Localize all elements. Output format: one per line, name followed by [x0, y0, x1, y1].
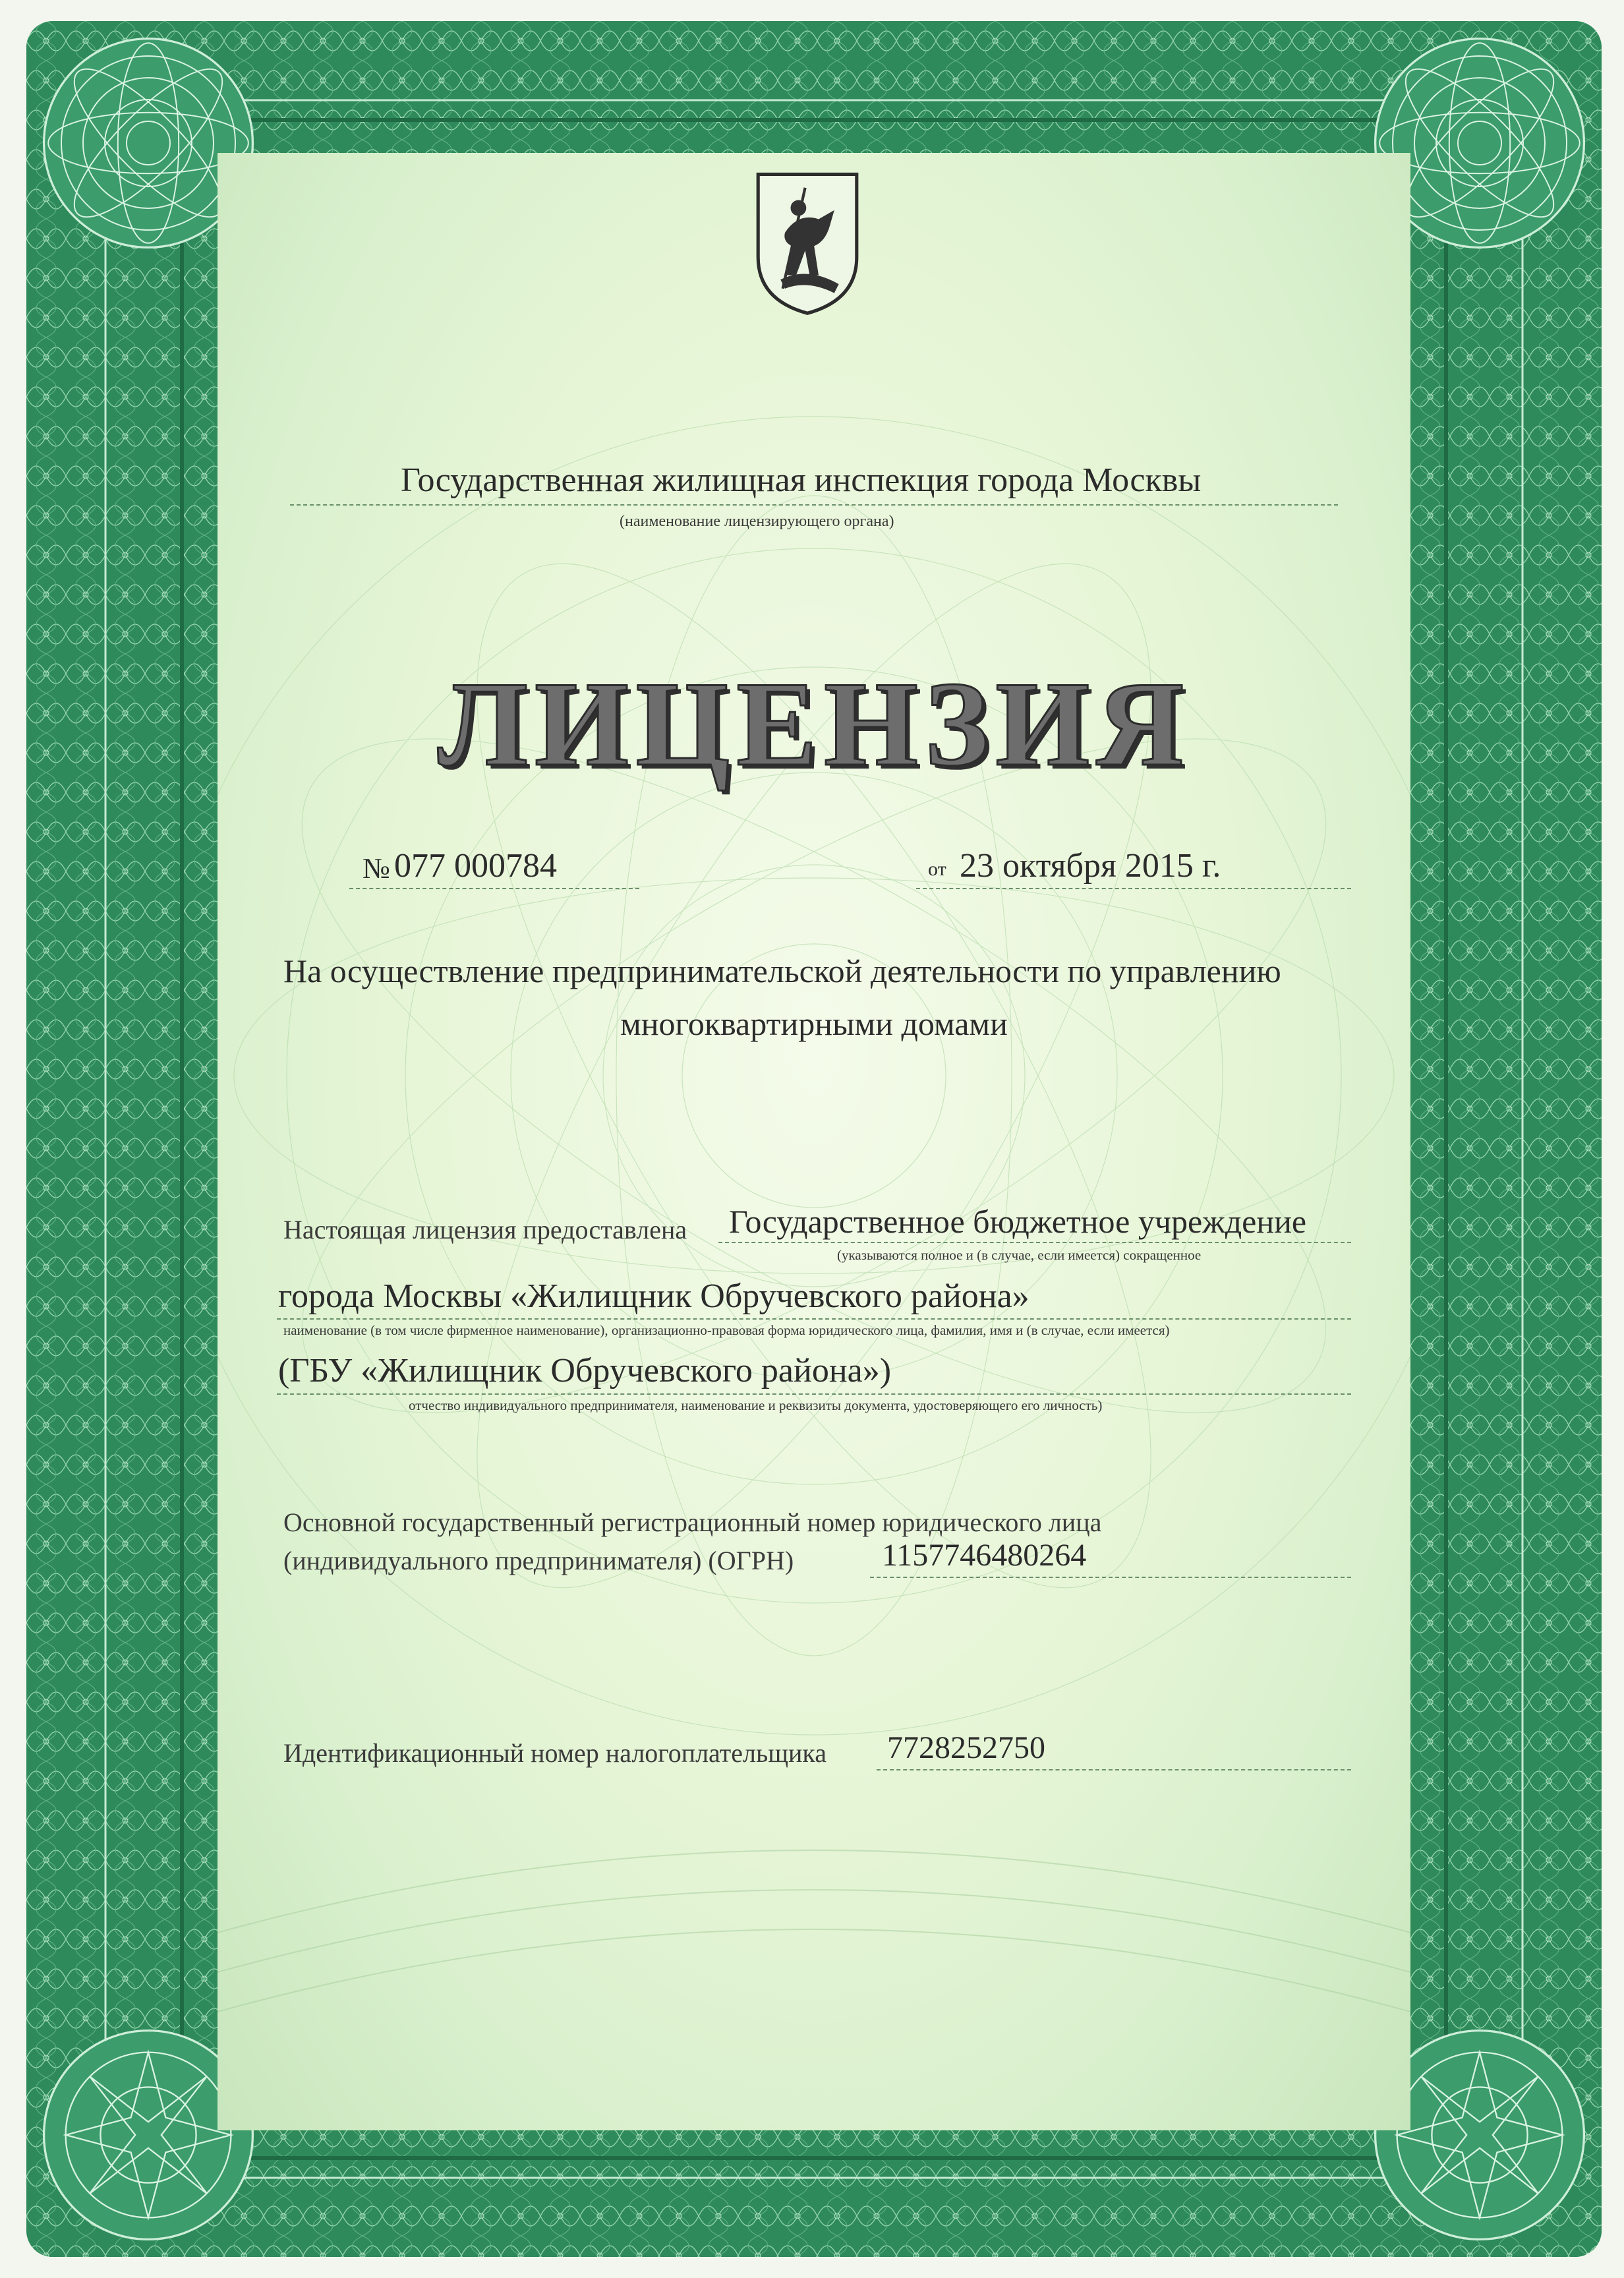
moscow-coat-of-arms-icon — [751, 167, 863, 319]
licensee-value-2: города Москвы «Жилищник Обручевского района» — [278, 1277, 1030, 1315]
inn-label: Идентификационный номер налогоплательщика — [283, 1738, 827, 1768]
licensee-value-3: (ГБУ «Жилищник Обручевского района») — [278, 1352, 892, 1389]
licensee-underline-3 — [277, 1393, 1351, 1395]
license-date-prefix: от — [928, 858, 946, 880]
guilloche-background — [218, 153, 1410, 2130]
document-body — [218, 153, 1410, 2130]
ogrn-value: 1157746480264 — [882, 1538, 1087, 1573]
activity-line-2: многоквартирными домами — [620, 1005, 1008, 1042]
inn-underline — [877, 1769, 1351, 1770]
number-underline — [349, 888, 639, 889]
issuer-underline — [290, 504, 1338, 506]
licensee-value-1: Государственное бюджетное учреждение — [729, 1203, 1307, 1240]
licensee-caption-3: отчество индивидуального предпринимателя, наименование и реквизиты документа, удостоверяющего его личность) — [409, 1397, 1103, 1413]
licensee-underline-2 — [277, 1318, 1351, 1320]
licensee-caption-1: (указываются полное и (в случае, если имеется) сокращенное — [837, 1247, 1202, 1263]
license-number-prefix: № — [362, 852, 390, 885]
licensee-underline-1 — [718, 1242, 1351, 1243]
issuer-caption: (наименование лицензирующего органа) — [620, 513, 894, 530]
license-date: 23 октября 2015 г. — [960, 847, 1221, 885]
date-underline — [916, 888, 1351, 889]
activity-line-1: На осуществление предпринимательской деятельности по управлению — [283, 952, 1281, 989]
ogrn-label-1: Основной государственный регистрационный номер юридического лица — [283, 1507, 1102, 1537]
issuer-name: Государственная жилищная инспекция города Москвы — [401, 461, 1202, 499]
licensee-caption-2: наименование (в том числе фирменное наименование), организационно-правовая форма юридического лица, фамилия, имя и (в случае, если имеется) — [283, 1322, 1170, 1338]
ogrn-underline — [870, 1577, 1351, 1578]
inn-value: 7728252750 — [887, 1730, 1045, 1765]
certificate-frame — [26, 21, 1602, 2257]
ogrn-label-2: (индивидуального предпринимателя) (ОГРН) — [283, 1546, 794, 1575]
license-number: 077 000784 — [394, 847, 557, 885]
licensee-intro: Настоящая лицензия предоставлена — [283, 1215, 687, 1244]
document-title: ЛИЦЕНЗИЯ — [437, 657, 1191, 791]
